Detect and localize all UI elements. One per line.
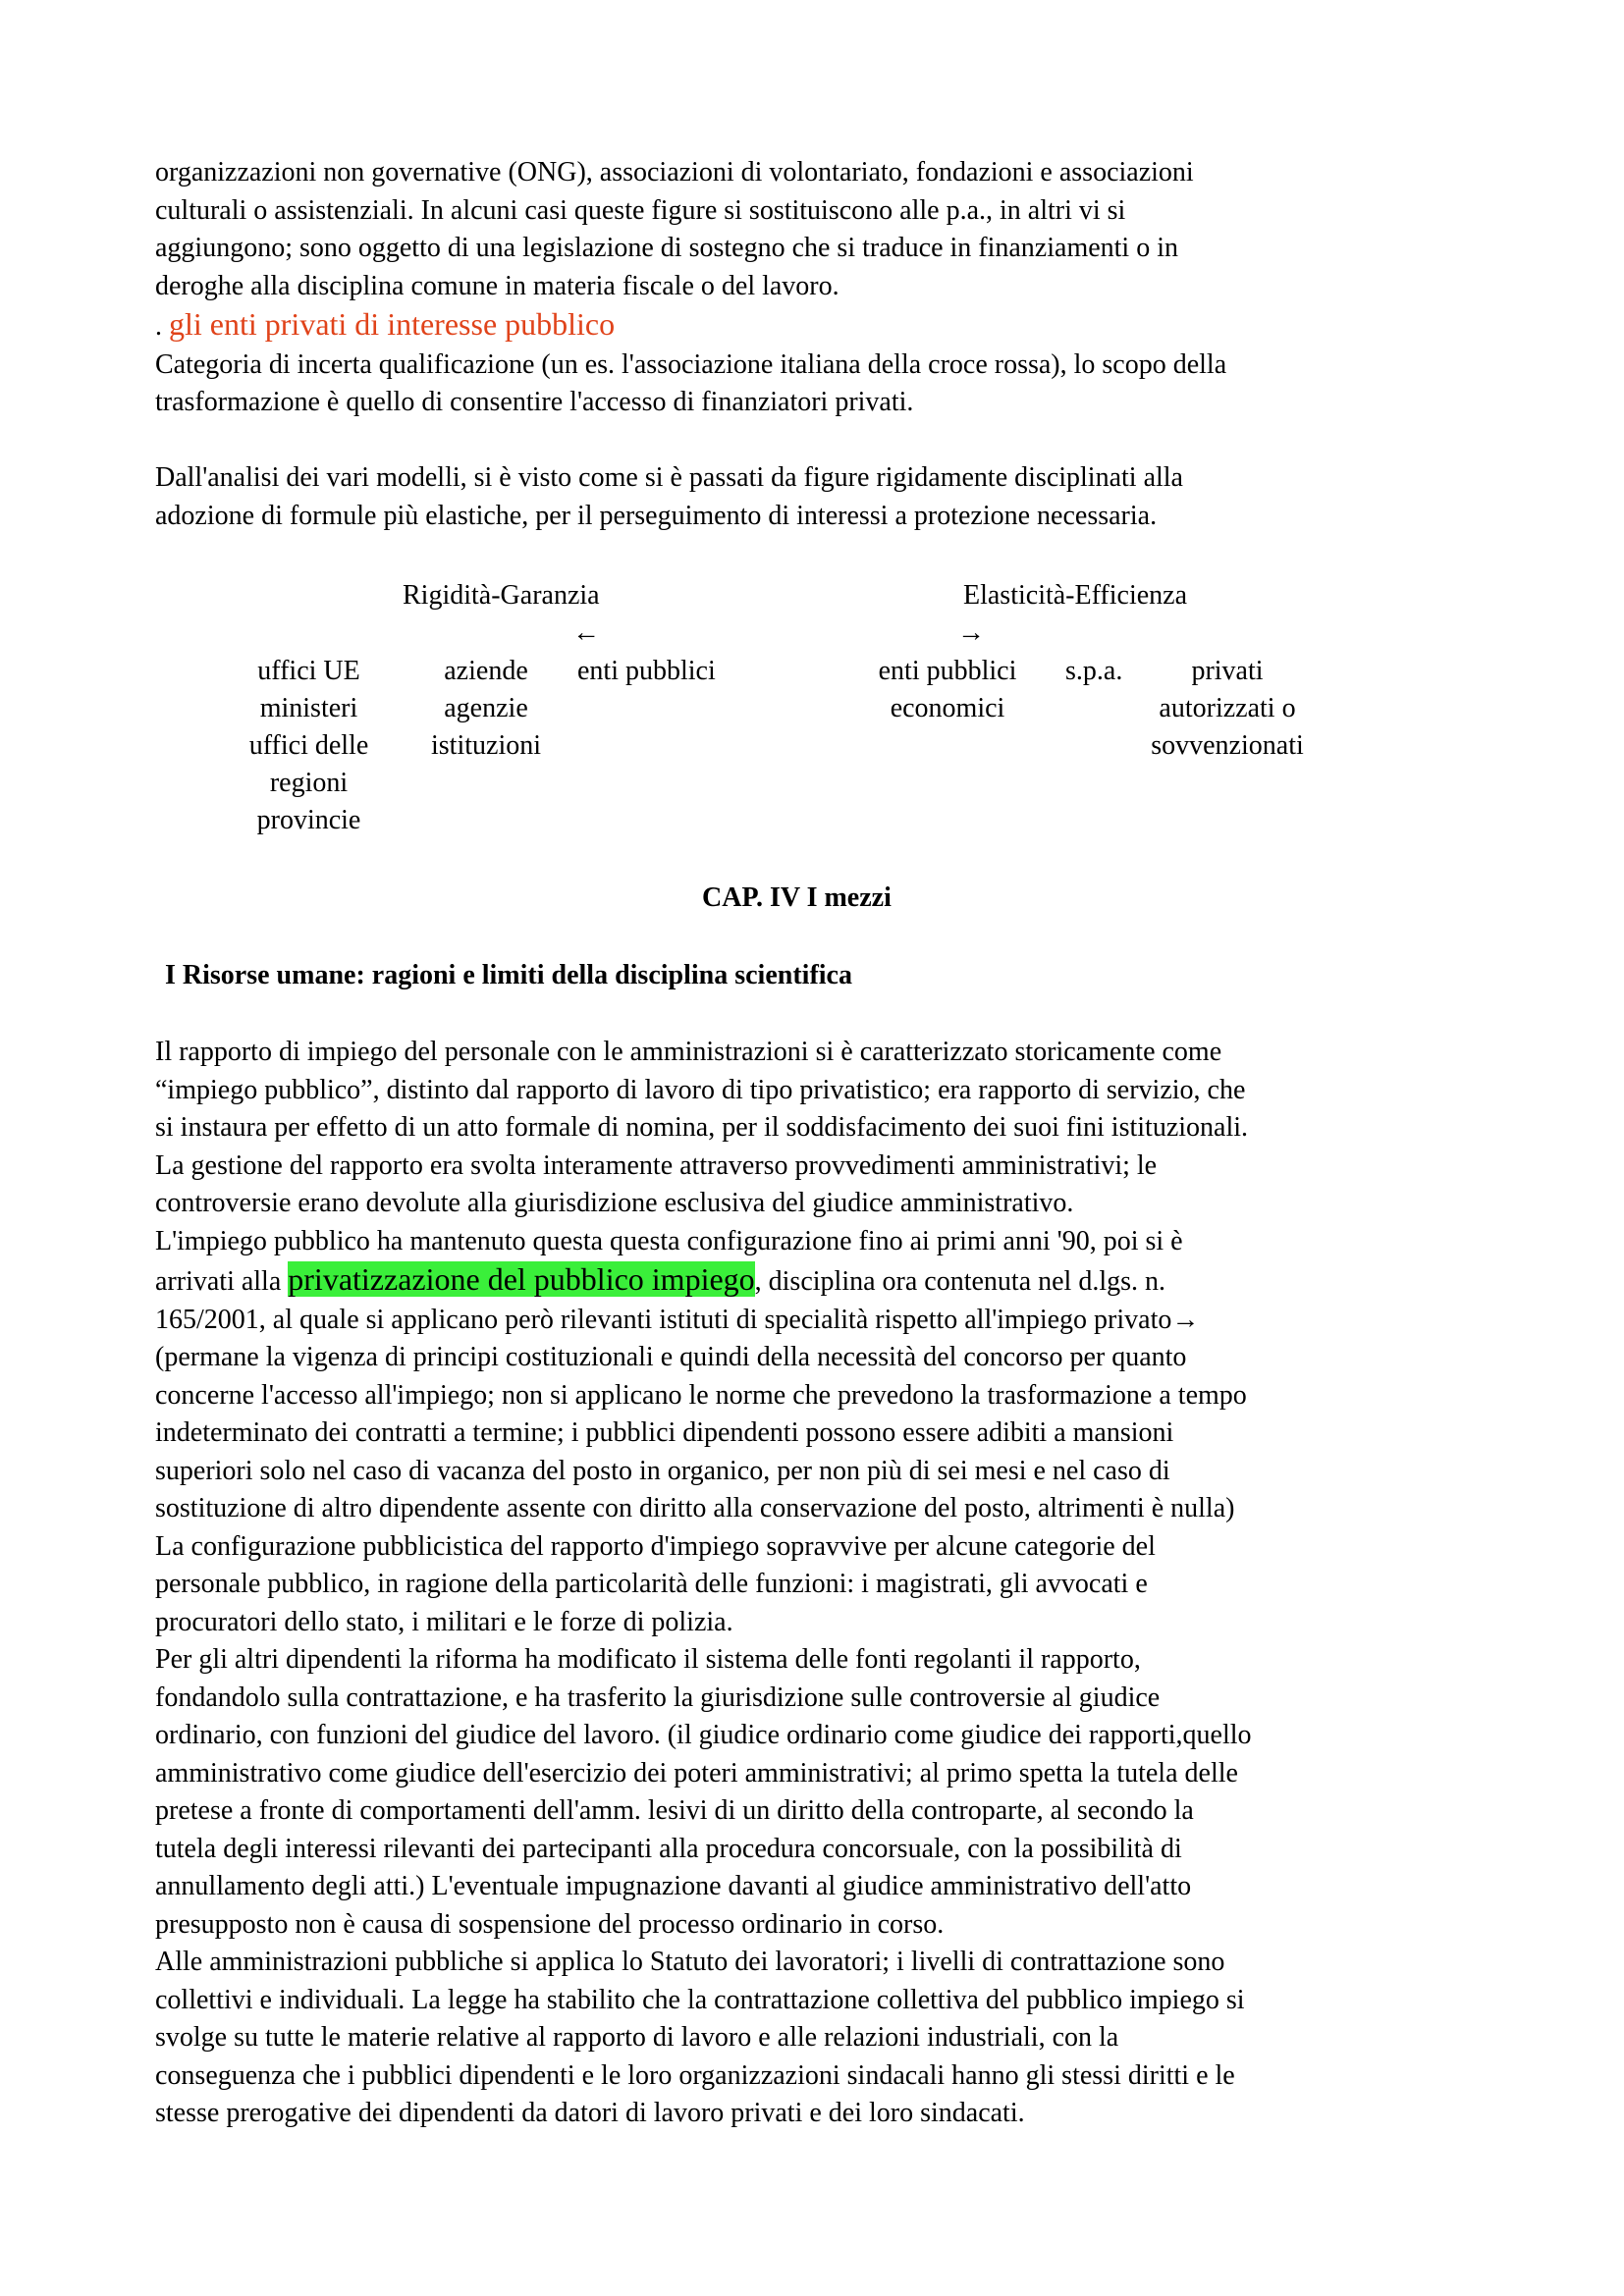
text-line: si instaura per effetto di un atto formale di nomina, per il soddisfacimento dei suoi fini istituzionali.	[155, 1112, 1249, 1143]
section-title: gli enti privati di interesse pubblico	[169, 306, 616, 342]
text-line: “impiego pubblico”, distinto dal rapporto di lavoro di tipo privatistico; era rapporto di servizio, che	[155, 1074, 1246, 1105]
text-fragment: arrivati alla	[155, 1266, 289, 1297]
text-line: tutela degli interessi rilevanti dei partecipanti alla procedura concorsuale, con la possibilità di	[155, 1833, 1182, 1864]
text-line: concerne l'accesso all'impiego; non si applicano le norme che prevedono la trasformazione a tempo	[155, 1379, 1247, 1411]
scheme-item: regioni	[269, 768, 349, 798]
scheme-item: economici	[890, 693, 1005, 723]
scheme-column-state-offices	[228, 653, 390, 839]
text-line: superiori solo nel caso di vacanza del posto in organico, per non più di sei mesi e nel caso di	[155, 1455, 1170, 1486]
text-line: controversie erano devolute alla giurisdizione esclusiva del giudice amministrativo.	[155, 1188, 1074, 1218]
scheme-item: sovvenzionati	[1151, 730, 1304, 761]
text-line: sostituzione di altro dipendente assente con diritto alla conservazione del posto, altrimenti è nulla)	[155, 1493, 1235, 1523]
scheme-column-economic-bodies	[859, 653, 1036, 727]
text-line: aggiungono; sono oggetto di una legislazione di sostegno che si traduce in finanziamenti o in	[155, 233, 1178, 263]
text-line: Categoria di incerta qualificazione (un es. l'associazione italiana della croce rossa), lo scopo della	[155, 348, 1227, 380]
scheme-item: autorizzati o	[1159, 693, 1296, 723]
scheme-column-public-bodies	[577, 653, 716, 690]
text-line	[155, 1260, 1481, 1302]
text-line: stesse prerogative dei dipendenti da datori di lavoro privati e dei loro sindacati.	[155, 2098, 1025, 2128]
text-line: annullamento degli atti.) L'eventuale impugnazione davanti al giudice amministrativo dell'atto	[155, 1871, 1192, 1901]
section-heading-risorse-umane: I Risorse umane: ragioni e limiti della disciplina scientifica	[165, 960, 852, 990]
scheme-item: uffici UE	[257, 656, 360, 686]
scheme-item: ministeri	[259, 693, 358, 723]
text-line: organizzazioni non governative (ONG), associazioni di volontariato, fondazioni e associazioni	[155, 157, 1194, 187]
scheme-column-agencies	[412, 653, 560, 765]
left-arrow: ←	[572, 617, 600, 648]
text-line: ordinario, con funzioni del giudice del lavoro. (il giudice ordinario come giudice dei rapporti,quello	[155, 1720, 1252, 1750]
scheme-item: s.p.a.	[1065, 656, 1123, 686]
scheme-item: provincie	[256, 805, 361, 835]
text-line: 165/2001, al quale si applicano però rilevanti istituti di specialità rispetto all'impiego privato→	[155, 1304, 1200, 1335]
elasticity-label: Elasticità-Efficienza	[963, 580, 1188, 611]
scheme-item: enti pubblici	[878, 656, 1017, 686]
scheme-item: aziende	[444, 656, 528, 686]
scheme-item: istituzioni	[431, 730, 541, 761]
text-line: Dall'analisi dei vari modelli, si è visto come si è passati da figure rigidamente disciplinati alla	[155, 462, 1183, 493]
chapter-title: CAP. IV I mezzi	[702, 882, 892, 913]
text-line: L'impiego pubblico ha mantenuto questa questa configurazione fino ai primi anni '90, poi si è	[155, 1225, 1183, 1256]
scheme-item: agenzie	[444, 693, 528, 723]
text-line: La gestione del rapporto era svolta interamente attraverso provvedimenti amministrativi; le	[155, 1149, 1158, 1181]
text-line: presupposto non è causa di sospensione del processo ordinario in corso.	[155, 1908, 945, 1940]
private-entities-section	[155, 305, 1481, 422]
text-line: Per gli altri dipendenti la riforma ha modificato il sistema delle fonti regolanti il rapporto,	[155, 1644, 1141, 1675]
text-line: pretese a fronte di comportamenti dell'amm. lesivi di un diritto della controparte, al secondo la	[155, 1795, 1194, 1826]
right-arrow: →	[957, 617, 985, 648]
text-line: amministrativo come giudice dell'esercizio dei poteri amministrativi; al primo spetta la tutela delle	[155, 1757, 1238, 1789]
text-line: Alle amministrazioni pubbliche si applica lo Statuto dei lavoratori; i livelli di contrattazione sono	[155, 1947, 1225, 1977]
text-fragment: , disciplina ora contenuta nel d.lgs. n.	[754, 1266, 1166, 1297]
text-line: deroghe alla disciplina comune in materia fiscale o del lavoro.	[155, 270, 839, 301]
text-line: (permane la vigenza di principi costituzionali e quindi della necessità del concorso per quanto	[155, 1342, 1187, 1372]
text-line: adozione di formule più elastiche, per il perseguimento di interessi a protezione necessaria.	[155, 500, 1158, 531]
bullet: .	[155, 311, 169, 342]
text-line: indeterminato dei contratti a termine; i pubblici dipendenti possono essere adibiti a mansioni	[155, 1417, 1174, 1448]
text-line: procuratori dello stato, i militari e le forze di polizia.	[155, 1606, 733, 1637]
scheme-item: enti pubblici	[577, 656, 716, 686]
highlighted-term: privatizzazione del pubblico impiego	[288, 1261, 755, 1297]
body-text	[155, 1034, 1481, 2133]
text-line: trasformazione è quello di consentire l'accesso di finanziatori privati.	[155, 387, 914, 417]
text-line: conseguenza che i pubblici dipendenti e le loro organizzazioni sindacali hanno gli stessi diritti e le	[155, 2059, 1235, 2091]
analysis-paragraph	[155, 459, 1481, 535]
scheme-item: privati	[1191, 656, 1264, 686]
text-line: svolge su tutte le materie relative al rapporto di lavoro e alle relazioni industriali, con la	[155, 2022, 1119, 2053]
text-line: personale pubblico, in ragione della particolarità delle funzioni: i magistrati, gli avvocati e	[155, 1569, 1148, 1599]
text-line: La configurazione pubblicistica del rapporto d'impiego sopravvive per alcune categorie del	[155, 1530, 1156, 1562]
text-line: culturali o assistenziali. In alcuni casi queste figure si sostituiscono alle p.a., in altri vi si	[155, 194, 1126, 226]
text-line: Il rapporto di impiego del personale con le amministrazioni si è caratterizzato storicamente come	[155, 1037, 1222, 1067]
scheme-column-private	[1129, 653, 1326, 765]
text-line: collettivi e individuali. La legge ha stabilito che la contrattazione collettiva del pubblico impiego si	[155, 1984, 1245, 2015]
section-heading	[155, 305, 1481, 347]
text-line: fondandolo sulla contrattazione, e ha trasferito la giurisdizione sulle controversie al giudice	[155, 1682, 1161, 1713]
scheme-item: uffici delle	[248, 730, 369, 761]
intro-paragraph	[155, 154, 1481, 305]
scheme-column-spa	[1065, 653, 1122, 690]
rigidity-label: Rigidità-Garanzia	[403, 580, 600, 611]
